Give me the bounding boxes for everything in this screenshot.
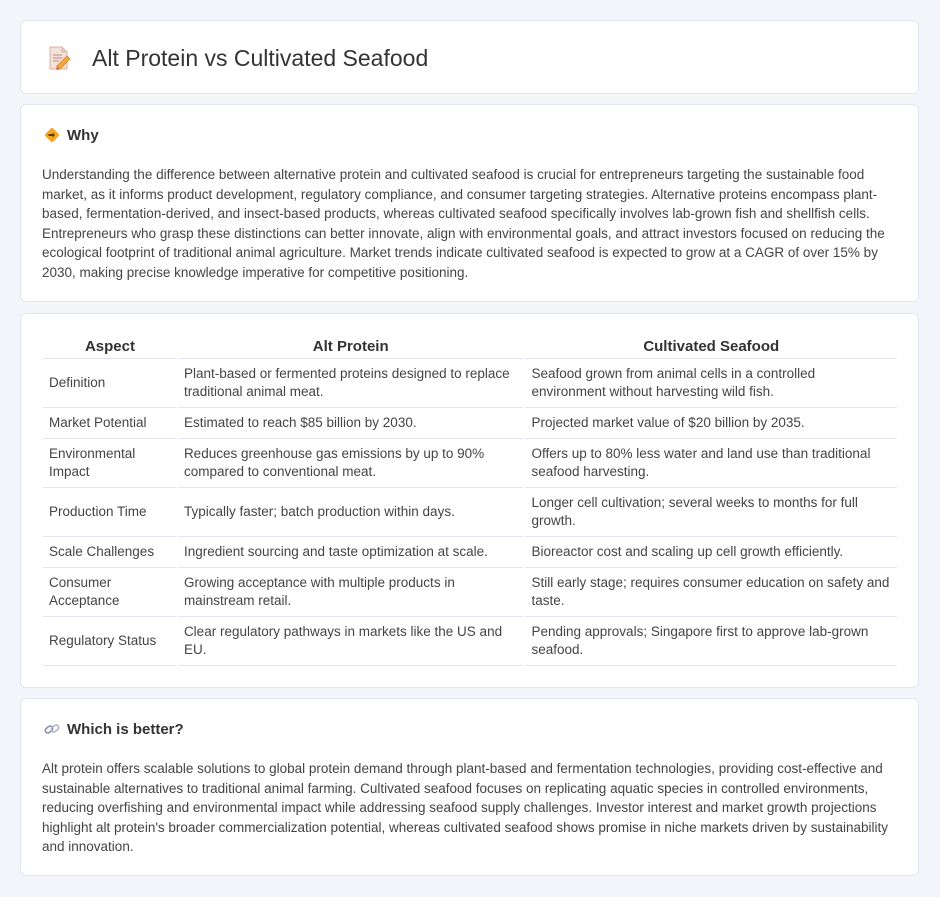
alt-protein-cell: Typically faster; batch production within days.: [177, 487, 525, 536]
table-row: [43, 616, 898, 665]
aspect-cell: Environmental Impact: [43, 438, 177, 487]
better-header: [43, 720, 184, 738]
table-row: [43, 438, 898, 487]
cultivated-seafood-cell: Bioreactor cost and scaling up cell growth efficiently.: [524, 536, 898, 567]
table-row: [43, 567, 898, 616]
table-row: [43, 358, 898, 407]
cultivated-seafood-cell: Still early stage; requires consumer education on safety and taste.: [524, 567, 898, 616]
aspect-cell: Scale Challenges: [43, 536, 177, 567]
cultivated-seafood-cell: Longer cell cultivation; several weeks to months for full growth.: [524, 487, 898, 536]
header-alt-protein: Alt Protein: [177, 333, 525, 358]
aspect-cell: Consumer Acceptance: [43, 567, 177, 616]
page-title: Alt Protein vs Cultivated Seafood: [92, 45, 429, 71]
cultivated-seafood-cell: Offers up to 80% less water and land use than traditional seafood harvesting.: [524, 438, 898, 487]
comparison-table: [43, 333, 899, 666]
table-header-row: [43, 333, 898, 358]
diamond-arrow-icon: [43, 126, 61, 144]
header-cultivated-seafood: Cultivated Seafood: [524, 333, 898, 358]
better-text: Alt protein offers scalable solutions to global protein demand through plant-based and fermentation technologies, providing cost-effective and sustainable alternatives to traditional animal farming. Cultivated seafood focuses on replicating aquatic species in controlled environments, reducing overfishing and environmental impact while addressing seafood supply challenges. Investor interest and market growth projections highlight alt protein's broader commercialization potential, whereas cultivated seafood shows promise in niche markets driven by sustainability and innovation.: [42, 761, 889, 854]
why-card: [20, 104, 919, 302]
comparison-card: [20, 313, 919, 688]
aspect-cell: Regulatory Status: [43, 616, 177, 665]
cultivated-seafood-cell: Seafood grown from animal cells in a controlled environment without harvesting wild fish.: [524, 358, 898, 407]
why-text: Understanding the difference between alternative protein and cultivated seafood is crucial for entrepreneurs targeting the sustainable food market, as it informs product development, regulatory compliance, and consumer targeting strategies. Alternative proteins encompass plant-based, fermentation-derived, and insect-based products, whereas cultivated seafood specifically involves lab-grown fish and shellfish cells. Entrepreneurs who grasp these distinctions can better innovate, align with environmental goals, and attract investors focused on reducing the ecological footprint of traditional animal agriculture. Market trends indicate cultivated seafood is expected to grow at a CAGR of over 15% by 2030, making precise knowledge imperative for competitive positioning.: [42, 167, 885, 280]
header-aspect: Aspect: [43, 333, 177, 358]
cultivated-seafood-cell: Pending approvals; Singapore first to approve lab-grown seafood.: [524, 616, 898, 665]
aspect-cell: Market Potential: [43, 407, 177, 438]
better-card: [20, 698, 919, 876]
aspect-cell: Definition: [43, 358, 177, 407]
title-row: [47, 43, 428, 73]
title-card: [20, 20, 919, 94]
alt-protein-cell: Clear regulatory pathways in markets like the US and EU.: [177, 616, 525, 665]
table-row: [43, 407, 898, 438]
document-pencil-icon: [47, 45, 71, 71]
aspect-cell: Production Time: [43, 487, 177, 536]
table-row: [43, 536, 898, 567]
link-icon: [43, 720, 61, 738]
alt-protein-cell: Growing acceptance with multiple products in mainstream retail.: [177, 567, 525, 616]
alt-protein-cell: Reduces greenhouse gas emissions by up to 90% compared to conventional meat.: [177, 438, 525, 487]
cultivated-seafood-cell: Projected market value of $20 billion by 2035.: [524, 407, 898, 438]
alt-protein-cell: Plant-based or fermented proteins designed to replace traditional animal meat.: [177, 358, 525, 407]
alt-protein-cell: Estimated to reach $85 billion by 2030.: [177, 407, 525, 438]
why-header: [43, 126, 99, 144]
alt-protein-cell: Ingredient sourcing and taste optimization at scale.: [177, 536, 525, 567]
better-title: Which is better?: [67, 720, 184, 738]
why-title: Why: [67, 126, 99, 144]
table-row: [43, 487, 898, 536]
